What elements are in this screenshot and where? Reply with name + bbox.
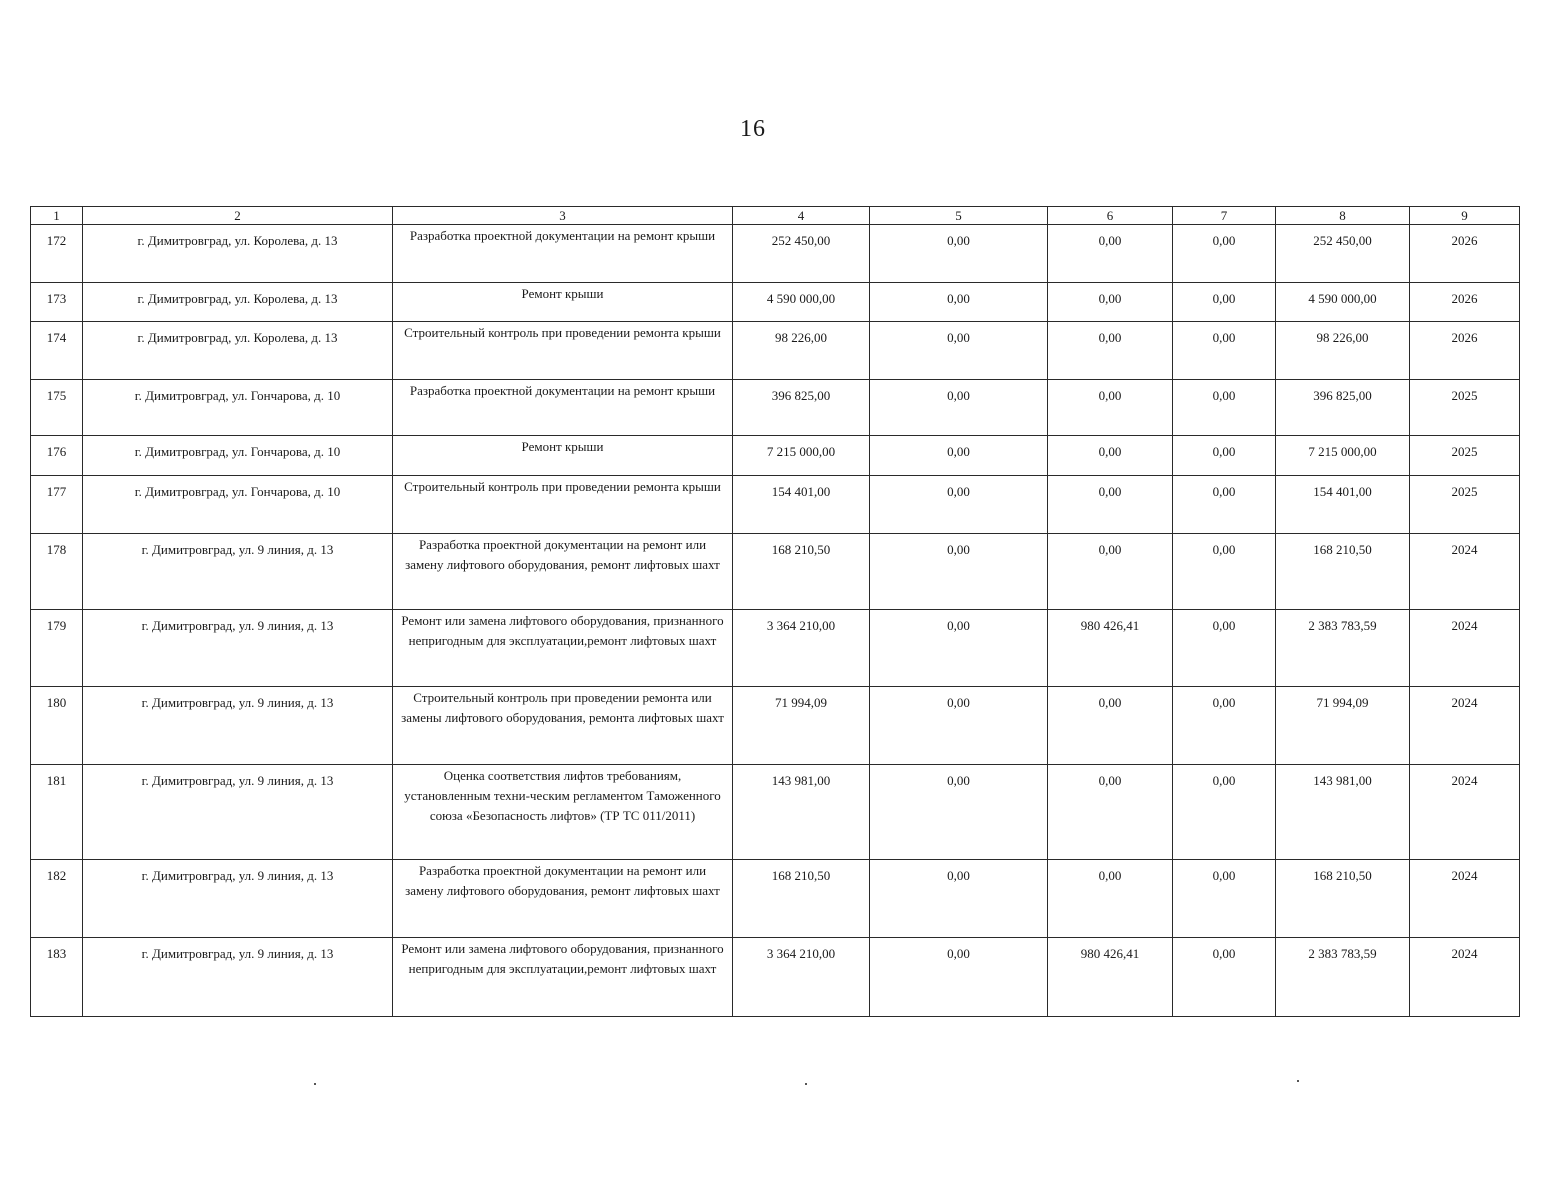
year-cell: 2024 bbox=[1410, 860, 1520, 938]
table-row bbox=[31, 938, 1520, 1017]
year-cell: 2026 bbox=[1410, 283, 1520, 322]
col6-cell: 0,00 bbox=[1048, 380, 1173, 436]
address-cell: г. Димитровград, ул. 9 линия, д. 13 bbox=[83, 610, 393, 687]
col8-cell: 143 981,00 bbox=[1276, 765, 1410, 860]
address-cell: г. Димитровград, ул. Королева, д. 13 bbox=[83, 322, 393, 380]
table-row bbox=[31, 476, 1520, 534]
year-cell: 2025 bbox=[1410, 436, 1520, 476]
table-row bbox=[31, 534, 1520, 610]
table-row bbox=[31, 687, 1520, 765]
col7-cell: 0,00 bbox=[1173, 610, 1276, 687]
address-cell: г. Димитровград, ул. 9 линия, д. 13 bbox=[83, 765, 393, 860]
row-number: 180 bbox=[31, 687, 83, 765]
col5-cell: 0,00 bbox=[870, 380, 1048, 436]
works-table bbox=[30, 206, 1520, 1017]
column-header-6: 6 bbox=[1048, 207, 1173, 225]
scan-speck bbox=[1297, 1080, 1299, 1082]
col6-cell: 0,00 bbox=[1048, 436, 1173, 476]
row-number: 176 bbox=[31, 436, 83, 476]
row-number: 178 bbox=[31, 534, 83, 610]
table-row bbox=[31, 322, 1520, 380]
col8-cell: 71 994,09 bbox=[1276, 687, 1410, 765]
col6-cell: 0,00 bbox=[1048, 860, 1173, 938]
row-number: 173 bbox=[31, 283, 83, 322]
column-header-9: 9 bbox=[1410, 207, 1520, 225]
col8-cell: 396 825,00 bbox=[1276, 380, 1410, 436]
work-type-cell: Разработка проектной документации на ремонт крыши bbox=[393, 225, 733, 283]
total-cost-cell: 168 210,50 bbox=[733, 860, 870, 938]
col5-cell: 0,00 bbox=[870, 687, 1048, 765]
table-row bbox=[31, 283, 1520, 322]
year-cell: 2025 bbox=[1410, 380, 1520, 436]
col5-cell: 0,00 bbox=[870, 436, 1048, 476]
col7-cell: 0,00 bbox=[1173, 225, 1276, 283]
col7-cell: 0,00 bbox=[1173, 380, 1276, 436]
col7-cell: 0,00 bbox=[1173, 322, 1276, 380]
total-cost-cell: 143 981,00 bbox=[733, 765, 870, 860]
year-cell: 2024 bbox=[1410, 938, 1520, 1017]
col6-cell: 0,00 bbox=[1048, 534, 1173, 610]
column-number-row bbox=[31, 207, 1520, 225]
table-body bbox=[31, 225, 1520, 1017]
col5-cell: 0,00 bbox=[870, 938, 1048, 1017]
col8-cell: 2 383 783,59 bbox=[1276, 938, 1410, 1017]
address-cell: г. Димитровград, ул. Королева, д. 13 bbox=[83, 225, 393, 283]
year-cell: 2024 bbox=[1410, 534, 1520, 610]
table-row bbox=[31, 225, 1520, 283]
col7-cell: 0,00 bbox=[1173, 283, 1276, 322]
col6-cell: 980 426,41 bbox=[1048, 938, 1173, 1017]
address-cell: г. Димитровград, ул. 9 линия, д. 13 bbox=[83, 938, 393, 1017]
work-type-cell: Строительный контроль при проведении ремонта или замены лифтового оборудования, ремонта лифтовых шахт bbox=[393, 687, 733, 765]
total-cost-cell: 3 364 210,00 bbox=[733, 938, 870, 1017]
total-cost-cell: 4 590 000,00 bbox=[733, 283, 870, 322]
work-type-cell: Ремонт крыши bbox=[393, 436, 733, 476]
year-cell: 2026 bbox=[1410, 225, 1520, 283]
col5-cell: 0,00 bbox=[870, 322, 1048, 380]
col6-cell: 0,00 bbox=[1048, 476, 1173, 534]
year-cell: 2026 bbox=[1410, 322, 1520, 380]
col5-cell: 0,00 bbox=[870, 610, 1048, 687]
col6-cell: 0,00 bbox=[1048, 322, 1173, 380]
address-cell: г. Димитровград, ул. Гончарова, д. 10 bbox=[83, 476, 393, 534]
scan-speck bbox=[314, 1083, 316, 1085]
col6-cell: 980 426,41 bbox=[1048, 610, 1173, 687]
col8-cell: 154 401,00 bbox=[1276, 476, 1410, 534]
row-number: 181 bbox=[31, 765, 83, 860]
work-type-cell: Разработка проектной документации на ремонт или замену лифтового оборудования, ремонт лифтовых шахт bbox=[393, 860, 733, 938]
work-type-cell: Оценка соответствия лифтов требованиям, установленным техни-ческим регламентом Таможенного союза «Безопасность лифтов» (ТР ТС 011/2011) bbox=[393, 765, 733, 860]
total-cost-cell: 3 364 210,00 bbox=[733, 610, 870, 687]
col6-cell: 0,00 bbox=[1048, 765, 1173, 860]
table-row bbox=[31, 610, 1520, 687]
row-number: 175 bbox=[31, 380, 83, 436]
col7-cell: 0,00 bbox=[1173, 860, 1276, 938]
col8-cell: 2 383 783,59 bbox=[1276, 610, 1410, 687]
col5-cell: 0,00 bbox=[870, 765, 1048, 860]
col5-cell: 0,00 bbox=[870, 476, 1048, 534]
row-number: 179 bbox=[31, 610, 83, 687]
year-cell: 2024 bbox=[1410, 687, 1520, 765]
address-cell: г. Димитровград, ул. 9 линия, д. 13 bbox=[83, 687, 393, 765]
col6-cell: 0,00 bbox=[1048, 283, 1173, 322]
page-number: 16 bbox=[740, 116, 766, 142]
row-number: 172 bbox=[31, 225, 83, 283]
year-cell: 2024 bbox=[1410, 610, 1520, 687]
column-header-4: 4 bbox=[733, 207, 870, 225]
row-number: 183 bbox=[31, 938, 83, 1017]
address-cell: г. Димитровград, ул. 9 линия, д. 13 bbox=[83, 534, 393, 610]
row-number: 177 bbox=[31, 476, 83, 534]
total-cost-cell: 252 450,00 bbox=[733, 225, 870, 283]
column-header-7: 7 bbox=[1173, 207, 1276, 225]
column-header-1: 1 bbox=[31, 207, 83, 225]
col5-cell: 0,00 bbox=[870, 225, 1048, 283]
address-cell: г. Димитровград, ул. Гончарова, д. 10 bbox=[83, 436, 393, 476]
total-cost-cell: 71 994,09 bbox=[733, 687, 870, 765]
address-cell: г. Димитровград, ул. Королева, д. 13 bbox=[83, 283, 393, 322]
col8-cell: 168 210,50 bbox=[1276, 860, 1410, 938]
year-cell: 2025 bbox=[1410, 476, 1520, 534]
total-cost-cell: 7 215 000,00 bbox=[733, 436, 870, 476]
table-row bbox=[31, 765, 1520, 860]
work-type-cell: Разработка проектной документации на ремонт или замену лифтового оборудования, ремонт лифтовых шахт bbox=[393, 534, 733, 610]
col8-cell: 252 450,00 bbox=[1276, 225, 1410, 283]
scan-speck bbox=[805, 1083, 807, 1085]
work-type-cell: Ремонт или замена лифтового оборудования, признанного непригодным для эксплуатации,ремонт лифтовых шахт bbox=[393, 938, 733, 1017]
col7-cell: 0,00 bbox=[1173, 938, 1276, 1017]
col7-cell: 0,00 bbox=[1173, 534, 1276, 610]
col5-cell: 0,00 bbox=[870, 534, 1048, 610]
work-type-cell: Ремонт или замена лифтового оборудования, признанного непригодным для эксплуатации,ремонт лифтовых шахт bbox=[393, 610, 733, 687]
col8-cell: 4 590 000,00 bbox=[1276, 283, 1410, 322]
column-header-5: 5 bbox=[870, 207, 1048, 225]
col6-cell: 0,00 bbox=[1048, 687, 1173, 765]
col8-cell: 7 215 000,00 bbox=[1276, 436, 1410, 476]
address-cell: г. Димитровград, ул. Гончарова, д. 10 bbox=[83, 380, 393, 436]
address-cell: г. Димитровград, ул. 9 линия, д. 13 bbox=[83, 860, 393, 938]
total-cost-cell: 154 401,00 bbox=[733, 476, 870, 534]
year-cell: 2024 bbox=[1410, 765, 1520, 860]
col7-cell: 0,00 bbox=[1173, 687, 1276, 765]
work-type-cell: Строительный контроль при проведении ремонта крыши bbox=[393, 322, 733, 380]
col7-cell: 0,00 bbox=[1173, 476, 1276, 534]
row-number: 182 bbox=[31, 860, 83, 938]
col5-cell: 0,00 bbox=[870, 283, 1048, 322]
table-row bbox=[31, 380, 1520, 436]
col5-cell: 0,00 bbox=[870, 860, 1048, 938]
col8-cell: 98 226,00 bbox=[1276, 322, 1410, 380]
total-cost-cell: 168 210,50 bbox=[733, 534, 870, 610]
col7-cell: 0,00 bbox=[1173, 436, 1276, 476]
column-header-8: 8 bbox=[1276, 207, 1410, 225]
work-type-cell: Ремонт крыши bbox=[393, 283, 733, 322]
total-cost-cell: 396 825,00 bbox=[733, 380, 870, 436]
column-header-2: 2 bbox=[83, 207, 393, 225]
total-cost-cell: 98 226,00 bbox=[733, 322, 870, 380]
work-type-cell: Строительный контроль при проведении ремонта крыши bbox=[393, 476, 733, 534]
table-row bbox=[31, 860, 1520, 938]
col6-cell: 0,00 bbox=[1048, 225, 1173, 283]
col7-cell: 0,00 bbox=[1173, 765, 1276, 860]
table-row bbox=[31, 436, 1520, 476]
column-header-3: 3 bbox=[393, 207, 733, 225]
row-number: 174 bbox=[31, 322, 83, 380]
col8-cell: 168 210,50 bbox=[1276, 534, 1410, 610]
work-type-cell: Разработка проектной документации на ремонт крыши bbox=[393, 380, 733, 436]
